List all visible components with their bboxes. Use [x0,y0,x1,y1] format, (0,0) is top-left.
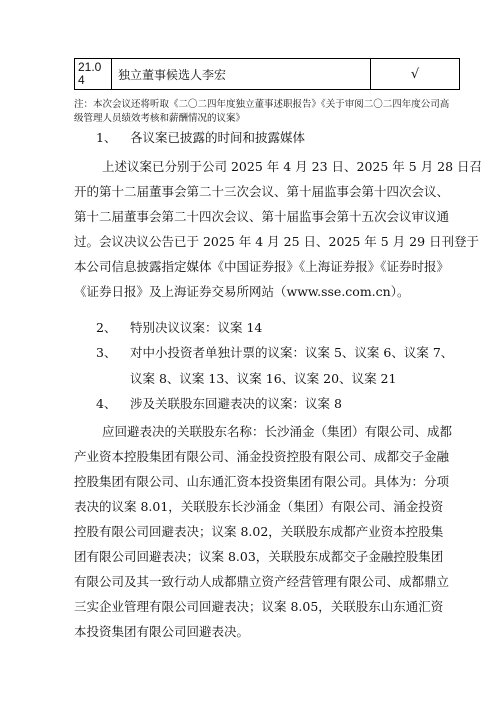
section-number: 3、 [96,345,117,360]
section-heading-1 [96,128,305,146]
proposal-vote-table [74,58,460,90]
paragraph-line: 三实企业管理有限公司回避表决；议案 8.05，关联股东山东通汇资 [74,599,444,614]
section-number: 1、 [96,130,117,145]
proposal-number-part2: 4 [78,73,85,87]
paragraph-line: 本公司信息披露指定媒体《中国证券报》《上海证券报》《证券时报》 [74,259,450,274]
footnote [74,98,466,126]
paragraph-line: 控股有限公司回避表决；议案 8.02，关联股东成都产业资本控股集 [74,524,444,539]
section-3-continuation: 议案 8、议案 13、议案 16、议案 20、议案 21 [130,371,397,386]
section-title: 涉及关联股东回避表决的议案：议案 8 [130,396,342,411]
section-number: 2、 [96,320,117,335]
paragraph-line: 产业资本控股集团有限公司、涌金投资控股有限公司、成都交子金融 [74,449,450,464]
paragraph-line: 上述议案已分别于公司 2025 年 4 月 23 日、2025 年 5 月 28 日召 [102,159,483,174]
section-heading-2 [96,318,262,336]
paragraph-line: 控股集团有限公司、山东通汇资本投资集团有限公司。具体为：分项 [74,474,450,489]
footnote-line: 级管理人员绩效考核和薪酬情况的议案》 [74,113,246,124]
section-4-paragraph [74,419,453,644]
paragraph-line: 表决的议案 8.01，关联股东长沙涌金（集团）有限公司、涌金投资 [74,499,444,514]
section-title: 特别决议议案：议案 14 [130,320,263,335]
paragraph-line: 有限公司及其一致行动人成都鼎立资产经营管理有限公司、成都鼎立 [74,574,450,589]
section-heading-3 [96,343,453,361]
checkmark-cell: √ [371,59,460,90]
section-number: 4、 [96,396,117,411]
proposal-name-cell: 独立董事候选人李宏 [112,59,371,90]
paragraph-line: 过。会议决议公告已于 2025 年 4 月 25 日、2025 年 5 月 29 日刊登于 [74,234,480,249]
section-title: 各议案已披露的时间和披露媒体 [130,130,306,145]
proposal-number-part1: 21.0 [78,60,102,74]
paragraph-line: 本投资集团有限公司回避表决。 [74,624,250,639]
section-title: 对中小投资者单独计票的议案：议案 5、议案 6、议案 7、 [130,345,454,360]
paragraph-line: 开的第十二届董事会第二十三次会议、第十届监事会第十四次会议、 [74,184,450,199]
proposal-number-cell [75,59,112,90]
paragraph-line: 应回避表决的关联股东名称：长沙涌金（集团）有限公司、成都 [102,424,453,439]
paragraph-line: 第十二届董事会第二十四次会议、第十届监事会第十五次会议审议通 [74,209,450,224]
table-row [75,59,460,90]
section-1-paragraph [74,154,483,304]
footnote-line: 注：本次会议还将听取《二〇二四年度独立董事述职报告》《关于审阅二〇二四年度公司高 [74,99,450,110]
paragraph-line: 团有限公司回避表决；议案 8.03，关联股东成都交子金融控股集团 [74,549,444,564]
paragraph-line: 《证券日报》及上海证券交易所网站（www.sse.com.cn）。 [74,284,410,299]
section-heading-4 [96,394,342,412]
